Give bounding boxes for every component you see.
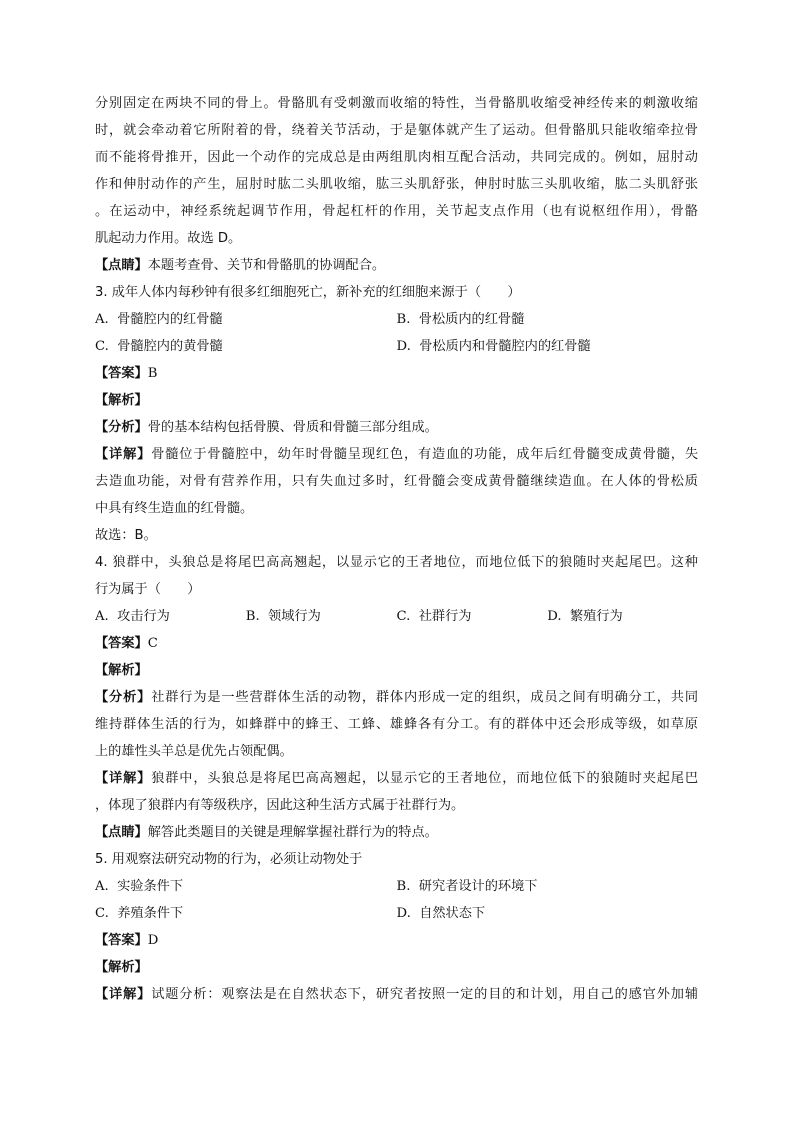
fenxi-line: 维持群体生活的行为，如蜂群中的蜂王、工蜂、雄蜂各有分工。有的群体中还会形成等级，如草原 [95, 717, 698, 732]
option-letter: C. [95, 339, 109, 354]
option-text: 社群行为 [418, 609, 472, 624]
answer-row [95, 630, 698, 657]
detail-line [95, 765, 698, 792]
question-3-options-row-2 [95, 333, 698, 360]
detail-line [95, 981, 698, 1008]
text-line: 。在运动中，神经系统起调节作用，骨起杠杆的作用，关节起支点作用（也有说枢纽作用），骨骼 [95, 204, 698, 219]
analysis-tag: 【解析】 [95, 393, 148, 408]
question-3-options-row-1 [95, 306, 698, 333]
stem-line: 4. 狼群中，头狼总是将尾巴高高翘起，以显示它的王者地位，而地位低下的狼随时夹起尾巴。这种 [95, 555, 698, 570]
text-line: 而不能将骨推开，因此一个动作的完成总是由两组肌肉相互配合活动，共同完成的。例如，屈肘动 [95, 150, 698, 165]
fenxi-text: 社群行为是一些营群体生活的动物，群体内形成一定的组织，成员之间有明确分工，共同 [151, 690, 699, 705]
option-d [397, 900, 699, 927]
option-letter: A. [95, 879, 109, 894]
detail-text: 骨髓位于骨髓腔中，幼年时骨髓呈现红色，有造血的功能，成年后红骨髓变成黄骨髓，失 [151, 447, 699, 462]
option-a [95, 873, 397, 900]
fenxi-line [95, 684, 698, 711]
option-letter: C. [396, 609, 411, 624]
conclusion: 故选：B。 [95, 528, 157, 543]
option-text: 养殖条件下 [117, 906, 184, 921]
text-line: 时，就会牵动着它所附着的骨，绕着关节活动，于是躯体就产生了运动。但骨骼肌只能收缩牵拉骨 [95, 123, 698, 138]
option-c [95, 333, 397, 360]
option-letter: C. [95, 906, 109, 921]
analysis-tag: 【解析】 [95, 960, 148, 975]
option-b [246, 603, 397, 630]
fenxi-tag: 【分析】 [95, 690, 152, 705]
detail-tag: 【详解】 [95, 771, 152, 786]
answer-tag: 【答案】 [95, 933, 148, 948]
answer-row [95, 360, 698, 387]
option-text: 骨松质内的红骨髓 [418, 312, 525, 327]
detail-line: ，体现了狼群内有等级秩序，因此这种生活方式属于社群行为。 [95, 798, 465, 813]
detail-text: 试题分析：观察法是在自然状态下，研究者按照一定的目的和计划，用自己的感官外加辅 [151, 987, 699, 1002]
option-letter: D. [547, 609, 562, 624]
detail-block [95, 765, 698, 819]
option-text: 骨髓腔内的红骨髓 [117, 312, 223, 327]
answer-value: D [147, 933, 159, 948]
comment-row [95, 252, 698, 279]
option-letter: D. [396, 906, 411, 921]
prev-explanation [95, 90, 698, 252]
answer-tag: 【答案】 [95, 636, 148, 651]
option-text: 实验条件下 [117, 879, 184, 894]
detail-line [95, 441, 698, 468]
question-5-options-row-1 [95, 873, 698, 900]
option-b [397, 306, 699, 333]
option-b [397, 873, 699, 900]
detail-block [95, 441, 698, 522]
answer-row [95, 927, 698, 954]
option-c [95, 900, 397, 927]
question-4-options-row [95, 603, 698, 630]
answer-value: C [147, 636, 158, 651]
question-5-stem: 5. 用观察法研究动物的行为，必须让动物处于 [95, 852, 363, 867]
detail-line: 去造血功能，对骨有营养作用，只有失血过多时，红骨髓会变成黄骨髓继续造血。在人体的骨松质 [95, 474, 698, 489]
comment-text: 本题考查骨、关节和骨骼肌的协调配合。 [147, 258, 386, 273]
option-text: 领域行为 [268, 609, 321, 624]
option-d [547, 603, 698, 630]
option-letter: A. [95, 609, 109, 624]
fenxi-tag: 【分析】 [95, 420, 148, 435]
comment-row [95, 819, 698, 846]
text-line: 分别固定在两块不同的骨上。骨骼肌有受刺激而收缩的特性，当骨骼肌收缩受神经传来的刺激收缩 [95, 96, 698, 111]
option-a [95, 306, 397, 333]
analysis-tag: 【解析】 [95, 663, 148, 678]
fenxi-row [95, 414, 698, 441]
option-letter: B. [396, 879, 411, 894]
question-4-stem [95, 549, 698, 603]
option-d [397, 333, 699, 360]
comment-tag: 【点睛】 [95, 258, 148, 273]
detail-text: 狼群中，头狼总是将尾巴高高翘起，以显示它的王者地位，而地位低下的狼随时夹起尾巴 [151, 771, 699, 786]
detail-tag: 【详解】 [95, 447, 152, 462]
option-a [95, 603, 246, 630]
page-content [95, 90, 698, 1008]
text-line: 肌起动力作用。故选 D。 [95, 231, 242, 246]
question-5-options-row-2 [95, 900, 698, 927]
option-text: 自然状态下 [419, 906, 486, 921]
stem-line: 行为属于（ ） [95, 582, 201, 597]
answer-value: B [147, 366, 158, 381]
option-text: 繁殖行为 [569, 609, 623, 624]
option-text: 研究者设计的环境下 [418, 879, 538, 894]
option-text: 骨髓腔内的黄骨髓 [117, 339, 223, 354]
fenxi-text: 骨的基本结构包括骨膜、骨质和骨髓三部分组成。 [147, 420, 438, 435]
option-letter: B. [245, 609, 260, 624]
option-letter: B. [396, 312, 411, 327]
detail-line: 中具有终生造血的红骨髓。 [95, 501, 254, 516]
detail-tag: 【详解】 [95, 987, 152, 1002]
option-text: 骨松质内和骨髓腔内的红骨髓 [419, 339, 591, 354]
option-letter: D. [396, 339, 411, 354]
option-text: 攻击行为 [117, 609, 170, 624]
option-c [397, 603, 548, 630]
fenxi-block [95, 684, 698, 765]
answer-tag: 【答案】 [95, 366, 148, 381]
comment-tag: 【点睛】 [95, 825, 148, 840]
fenxi-line: 上的雄性头羊总是优先占领配偶。 [95, 744, 293, 759]
question-3-stem: 3. 成年人体内每秒钟有很多红细胞死亡，新补充的红细胞来源于（ ） [95, 285, 521, 300]
text-line: 作和伸肘动作的产生，屈肘时肱二头肌收缩，肱三头肌舒张，伸肘时肱三头肌收缩，肱二头肌舒张 [95, 177, 698, 192]
option-letter: A. [95, 312, 109, 327]
comment-text: 解答此类题目的关键是理解掌握社群行为的特点。 [147, 825, 438, 840]
